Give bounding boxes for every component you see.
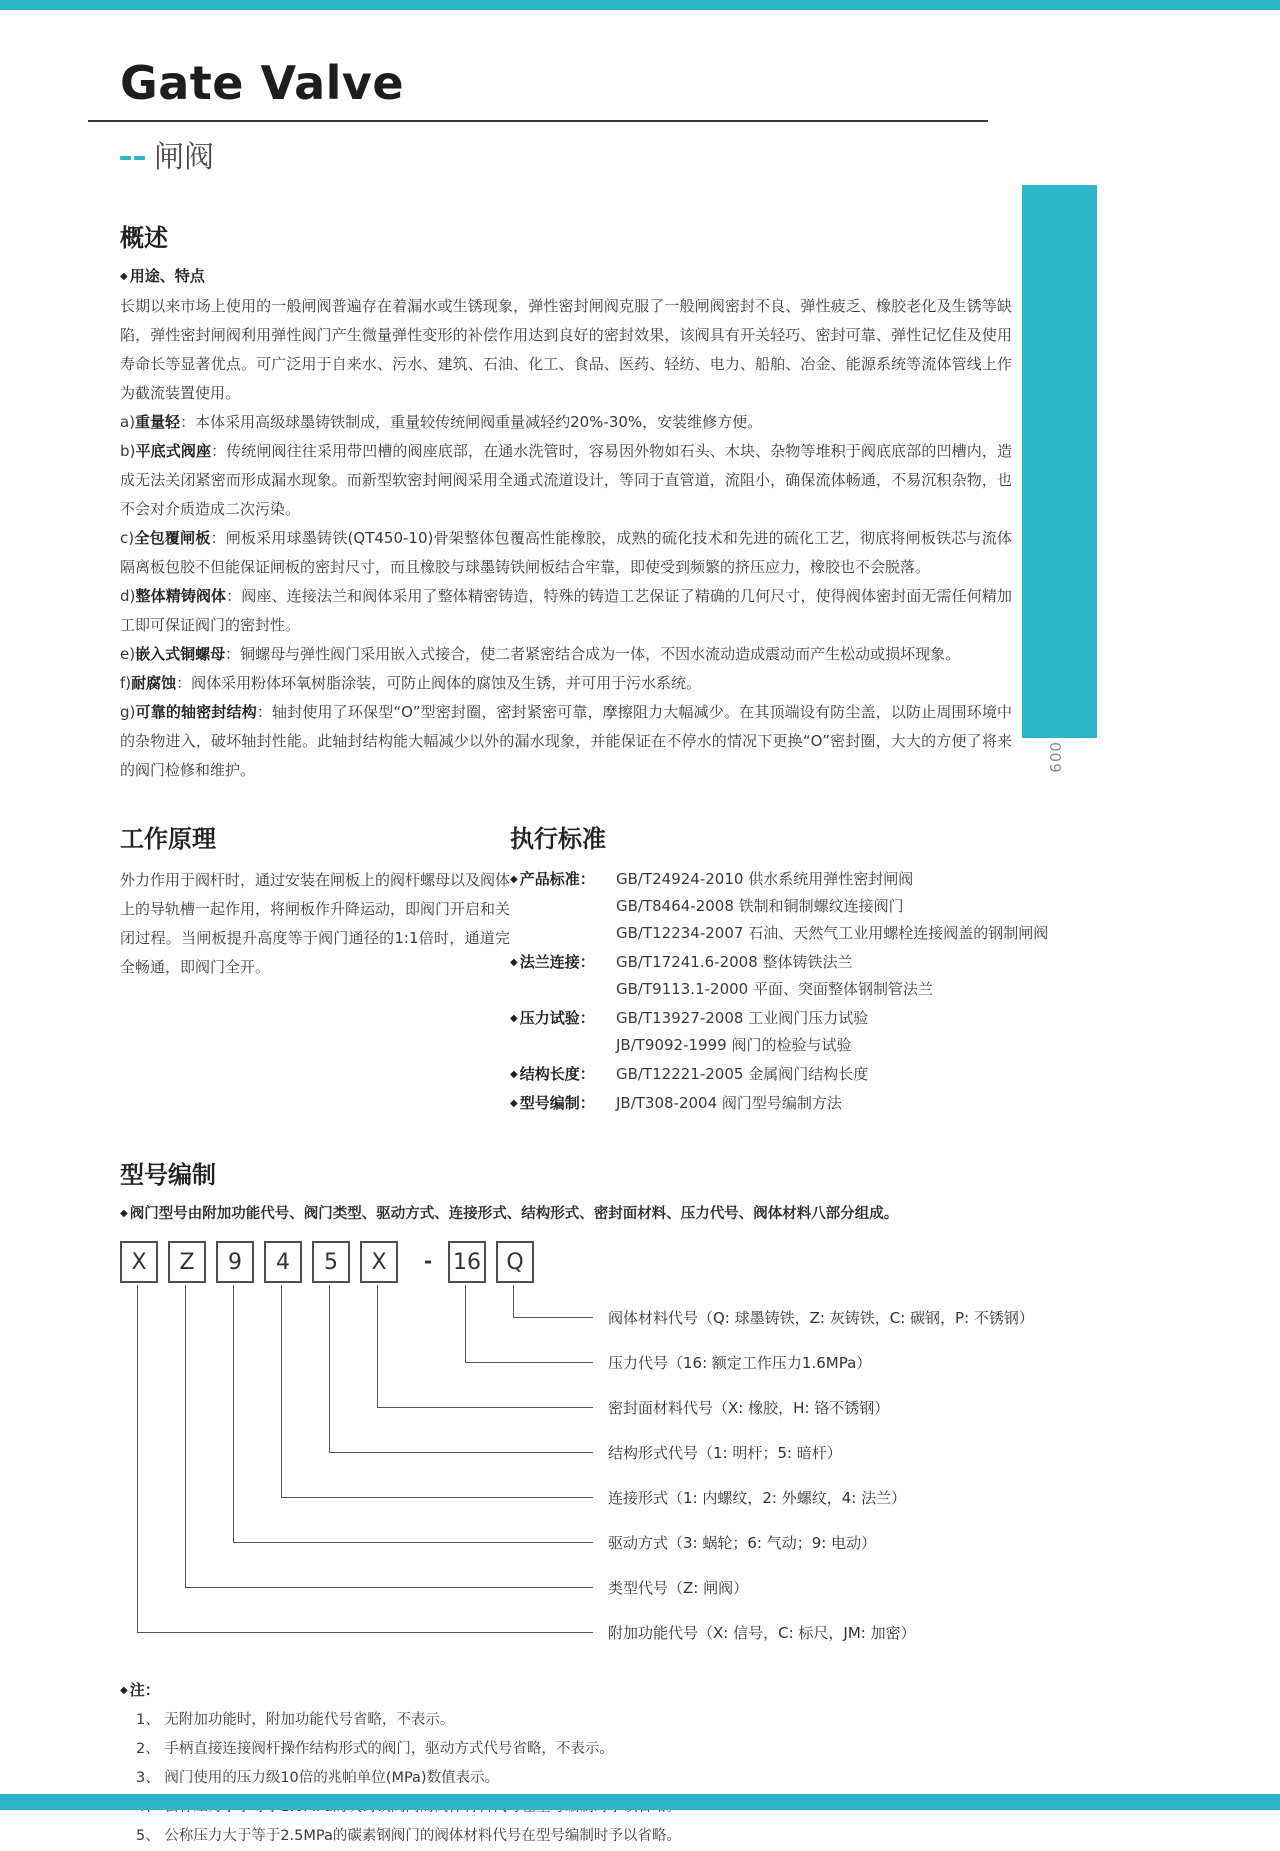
note-item: 5、 公称压力大于等于2.5MPa的碳素钢阀门的阀体材料代号在型号编制时予以省略。 <box>136 1828 681 1844</box>
model-designation-section <box>120 1155 1034 1659</box>
code-meaning-label: 连接形式（1: 内螺纹，2: 外螺纹，4: 法兰） <box>608 1489 907 1507</box>
feature-label: 整体精铸阀体 <box>135 587 227 605</box>
model-designation-intro: ◆ 阀门型号由附加功能代号、阀门类型、驱动方式、连接形式、结构形式、密封面材料、压力代号、阀体材料八部分组成。 <box>120 1206 899 1222</box>
standards-heading: 执行标准 <box>510 825 606 853</box>
working-principle-heading: 工作原理 <box>120 825 216 853</box>
standard-line: GB/T12234-2007 石油、天然气工业用螺栓连接阀盖的钢制闸阀 <box>616 924 1049 942</box>
code-meaning-label: 阀体材料代号（Q: 球墨铸铁，Z: 灰铸铁，C: 碳钢，P: 不锈钢） <box>608 1309 1034 1327</box>
feature-item <box>120 524 1012 582</box>
feature-text: ：闸板采用球墨铸铁(QT450-10)骨架整体包覆高性能橡胶，成熟的硫化技术和先进的硫化工艺，彻底将闸板铁芯与流体隔离板包胶不但能保证闸板的密封尺寸，而且橡胶与球墨铸铁闸板结合牢靠，即使受到频繁的挤压应力，橡胶也不会脱落。 <box>120 529 1012 576</box>
dash-icon <box>120 145 148 164</box>
standard-item <box>510 866 1048 947</box>
code-separator: - <box>423 1249 433 1273</box>
bottom-accent-bar <box>0 1794 1280 1810</box>
code-meaning-label: 压力代号（16: 额定工作压力1.6MPa） <box>608 1354 872 1372</box>
feature-prefix: e) <box>120 645 136 663</box>
standard-line: GB/T13927-2008 工业阀门压力试验 <box>616 1009 869 1027</box>
model-code-box: 5 <box>312 1241 350 1283</box>
model-code-box: 16 <box>448 1241 486 1283</box>
subtitle-row <box>120 132 1012 176</box>
feature-text: ：传统闸阀往往采用带凹槽的阀座底部，在通水洗管时，容易因外物如石头、木块、杂物等堆积于阀底底部的凹槽内，造成无法关闭紧密而形成漏水现象。而新型软密封闸阀采用全通式流道设计，等同于直管道，流阻小，确保流体畅通，不易沉积杂物，也不会对介质造成二次污染。 <box>120 442 1012 518</box>
overview-heading: 概述 <box>120 224 168 252</box>
page-number: 009 <box>1046 742 1064 774</box>
feature-item <box>120 408 1012 437</box>
diamond-icon: ◆ <box>510 957 518 968</box>
standard-line: GB/T12221-2005 金属阀门结构长度 <box>616 1065 869 1083</box>
code-meaning-label: 类型代号（Z: 闸阀） <box>608 1579 749 1597</box>
feature-text: ：铜螺母与弹性阀门采用嵌入式接合，使二者紧密结合成为一体，不因水流动造成震动而产生松动或损坏现象。 <box>225 645 961 663</box>
feature-label: 耐腐蚀 <box>131 674 177 692</box>
standard-label: ◆ 结构长度： <box>510 1065 595 1083</box>
model-code-box: X <box>360 1241 398 1283</box>
standard-label: ◆ 产品标准： <box>510 870 595 888</box>
feature-item <box>120 698 1012 785</box>
standard-item <box>510 1061 1048 1088</box>
diamond-icon: ◆ <box>510 1098 518 1109</box>
code-meaning-label: 结构形式代号（1: 明杆；5: 暗杆） <box>608 1444 842 1462</box>
model-designation-heading: 型号编制 <box>120 1161 216 1189</box>
diamond-icon: ◆ <box>510 1069 518 1080</box>
feature-text: ：轴封使用了环保型“O”型密封圈，密封紧密可靠，摩擦阻力大幅减少。在其顶端设有防尘盖，以防止周围环境中的杂物进入，破坏轴封性能。此轴封结构能大幅减少以外的漏水现象，并能保证在不停水的情况下更换“O”密封圈，大大的方便了将来的阀门检修和维护。 <box>120 703 1012 779</box>
standard-lines <box>616 1005 868 1059</box>
model-code-box: X <box>120 1241 158 1283</box>
notes-section <box>120 1679 1012 1851</box>
principle-standards-columns <box>120 819 1049 1119</box>
connector-line <box>513 1285 593 1318</box>
title-divider <box>88 120 988 122</box>
model-code-box: Z <box>168 1241 206 1283</box>
diamond-icon: ◆ <box>120 271 128 282</box>
diamond-icon: ◆ <box>510 1013 518 1024</box>
feature-item <box>120 640 1012 669</box>
feature-list <box>120 408 1012 785</box>
standard-line: GB/T9113.1-2000 平面、突面整体钢制管法兰 <box>616 980 933 998</box>
code-meaning-label: 驱动方式（3: 蜗轮；6: 气动；9: 电动） <box>608 1534 877 1552</box>
model-code-diagram <box>120 1241 1034 1659</box>
standard-line: GB/T17241.6-2008 整体铸铁法兰 <box>616 953 853 971</box>
feature-text: ：阀体采用粉体环氧树脂涂装，可防止阀体的腐蚀及生锈，并可用于污水系统。 <box>176 674 702 692</box>
diamond-icon: ◆ <box>120 1208 128 1219</box>
diamond-icon: ◆ <box>120 1685 128 1696</box>
working-principle-section <box>120 819 510 1119</box>
feature-label: 嵌入式铜螺母 <box>135 645 226 663</box>
series-sidebar-tab <box>1022 185 1118 738</box>
feature-label: 平底式阀座 <box>135 442 212 460</box>
overview-intro: 长期以来市场上使用的一般闸阀普遍存在着漏水或生锈现象，弹性密封闸阀克服了一般闸阀密封不良、弹性疲乏、橡胶老化及生锈等缺陷，弹性密封闸阀利用弹性阀门产生微量弹性变形的补偿作用达到良好的密封效果，该阀具有开关轻巧、密封可靠、弹性记忆佳及使用寿命长等显著优点。可广泛用于自来水、污水、建筑、石油、化工、食品、医药、轻纺、电力、船舶、冶金、能源系统等流体管线上作为截流装置使用。 <box>120 297 1012 402</box>
standard-lines <box>616 949 933 1003</box>
standard-line: GB/T24924-2010 供水系统用弹性密封闸阀 <box>616 870 914 888</box>
feature-label: 重量轻 <box>135 413 181 431</box>
standard-item <box>510 1005 1048 1059</box>
feature-prefix: c) <box>120 529 135 547</box>
standard-line: JB/T9092-1999 阀门的检验与试验 <box>616 1036 852 1054</box>
working-principle-text: 外力作用于阀杆时，通过安装在闸板上的阀杆螺母以及阀体上的导轨槽一起作用，将闸板作升降运动，即阀门开启和关闭过程。当闸板提升高度等于阀门通径的1:1倍时，通道完全畅通，即阀门全开。 <box>120 871 511 976</box>
standard-label: ◆ 型号编制： <box>510 1094 595 1112</box>
standard-label: ◆ 压力试验： <box>510 1009 595 1027</box>
notes-heading: ◆ 注： <box>120 1681 160 1699</box>
feature-label: 全包覆闸板 <box>134 529 211 547</box>
page-subtitle: 闸阀 <box>154 140 214 175</box>
notes-list <box>120 1706 1012 1851</box>
standard-lines <box>616 1061 868 1088</box>
feature-prefix: d) <box>120 587 136 605</box>
standard-item <box>510 1090 1048 1117</box>
note-item: 2、 手柄直接连接阀杆操作结构形式的阀门，驱动方式代号省略，不表示。 <box>136 1741 614 1757</box>
standard-lines <box>616 1090 842 1117</box>
feature-prefix: g) <box>120 703 136 721</box>
series-sidebar-label: 闸阀系列 <box>1094 614 1118 710</box>
overview-subheading: ◆ 用途、特点 <box>120 267 205 285</box>
model-code-box: Q <box>496 1241 534 1283</box>
feature-text: ：阀座、连接法兰和阀体采用了整体精密铸造，特殊的铸造工艺保证了精确的几何尺寸，使得阀体密封面无需任何精加工即可保证阀门的密封性。 <box>120 587 1012 634</box>
standards-section <box>510 819 1048 1119</box>
standard-lines <box>616 866 1048 947</box>
note-item: 3、 阀门使用的压力级10倍的兆帕单位(MPa)数值表示。 <box>136 1770 500 1786</box>
diamond-icon: ◆ <box>510 874 518 885</box>
feature-label: 可靠的轴密封结构 <box>135 703 257 721</box>
standard-line: GB/T8464-2008 铁制和铜制螺纹连接阀门 <box>616 897 904 915</box>
model-code-box: 9 <box>216 1241 254 1283</box>
note-item: 1、 无附加功能时，附加功能代号省略，不表示。 <box>136 1712 455 1728</box>
feature-prefix: f) <box>120 674 132 692</box>
code-meaning-label: 密封面材料代号（X: 橡胶，H: 铬不锈钢） <box>608 1399 890 1417</box>
code-meaning-label: 附加功能代号（X: 信号，C: 标尺，JM: 加密） <box>608 1624 916 1642</box>
feature-prefix: a) <box>120 413 136 431</box>
standard-label: ◆ 法兰连接： <box>510 953 595 971</box>
standard-line: JB/T308-2004 阀门型号编制方法 <box>616 1094 842 1112</box>
feature-text: ：本体采用高级球墨铸铁制成，重量较传统闸阀重量减轻约20%-30%，安装维修方便。 <box>180 413 763 431</box>
standards-list <box>510 866 1048 1117</box>
feature-item <box>120 669 1012 698</box>
top-accent-bar <box>0 0 1280 10</box>
main-content <box>120 10 1049 1851</box>
model-code-box: 4 <box>264 1241 302 1283</box>
feature-item <box>120 582 1012 640</box>
feature-item <box>120 437 1012 524</box>
page-title: Gate Valve <box>120 56 405 110</box>
standard-item <box>510 949 1048 1003</box>
feature-prefix: b) <box>120 442 136 460</box>
